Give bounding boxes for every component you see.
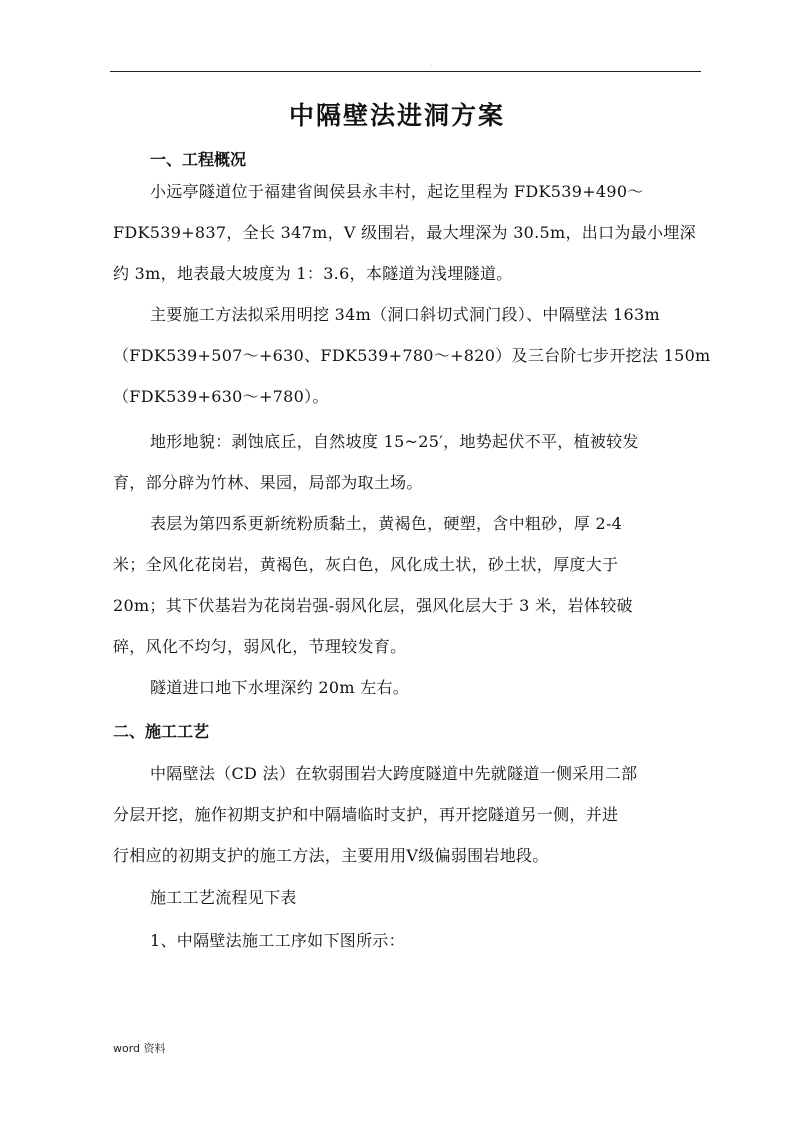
section-2-heading: 二、施工工艺 (113, 722, 210, 741)
paragraph-line: 米；全风化花岗岩，黄褐色，灰白色，风化成土状，砂土状，厚度大于 (113, 555, 619, 574)
header-rule (110, 71, 701, 72)
paragraph-line: 1、中隔壁法施工工序如下图所示： (150, 931, 405, 950)
paragraph-line: 约 3m，地表最大坡度为 1：3.6，本隧道为浅埋隧道。 (113, 264, 513, 283)
paragraph-line: 行相应的初期支护的施工方法，主要用用Ⅴ级偏弱围岩地段。 (113, 846, 549, 865)
section-1-heading: 一、工程概况 (150, 150, 247, 169)
paragraph-line: 施工工艺流程见下表 (150, 888, 297, 907)
header-dot: . (430, 61, 432, 68)
paragraph-line: 育，部分辟为竹林、果园，局部为取土场。 (113, 473, 423, 492)
paragraph-line: FDK539+837，全长 347m，V 级围岩，最大埋深为 30.5m，出口为最小埋深 (113, 223, 696, 242)
footer-label: word 资料 (113, 1042, 166, 1055)
paragraph-line: 地形地貌：剥蚀底丘，自然坡度 15~25′，地势起伏不平，植被较发 (150, 432, 639, 451)
paragraph-line: 分层开挖，施作初期支护和中隔墙临时支护，再开挖隧道另一侧，并进 (113, 805, 619, 824)
paragraph-line: （FDK539+630～+780）。 (113, 387, 329, 406)
paragraph-line: （FDK539+507～+630、FDK539+780～+820）及三台阶七步开挖法 150m (113, 346, 711, 365)
paragraph-line: 小远亭隧道位于福建省闽侯县永丰村，起讫里程为 FDK539+490～ (150, 182, 644, 201)
paragraph-line: 中隔壁法（CD 法）在软弱围岩大跨度隧道中先就隧道一侧采用二部 (150, 764, 638, 783)
document-title: 中隔壁法进洞方案 (288, 101, 505, 130)
paragraph-line: 表层为第四系更新统粉质黏土，黄褐色，硬塑，含中粗砂，厚 2-4 (150, 514, 623, 533)
paragraph-line: 隧道进口地下水埋深约 20m 左右。 (150, 678, 410, 697)
paragraph-line: 20m；其下伏基岩为花岗岩强-弱风化层，强风化层大于 3 米，岩体较破 (113, 596, 633, 615)
paragraph-line: 主要施工方法拟采用明挖 34m（洞口斜切式洞门段）、中隔壁法 163m (150, 305, 660, 324)
paragraph-line: 碎，风化不均匀，弱风化，节理较发育。 (113, 637, 407, 656)
